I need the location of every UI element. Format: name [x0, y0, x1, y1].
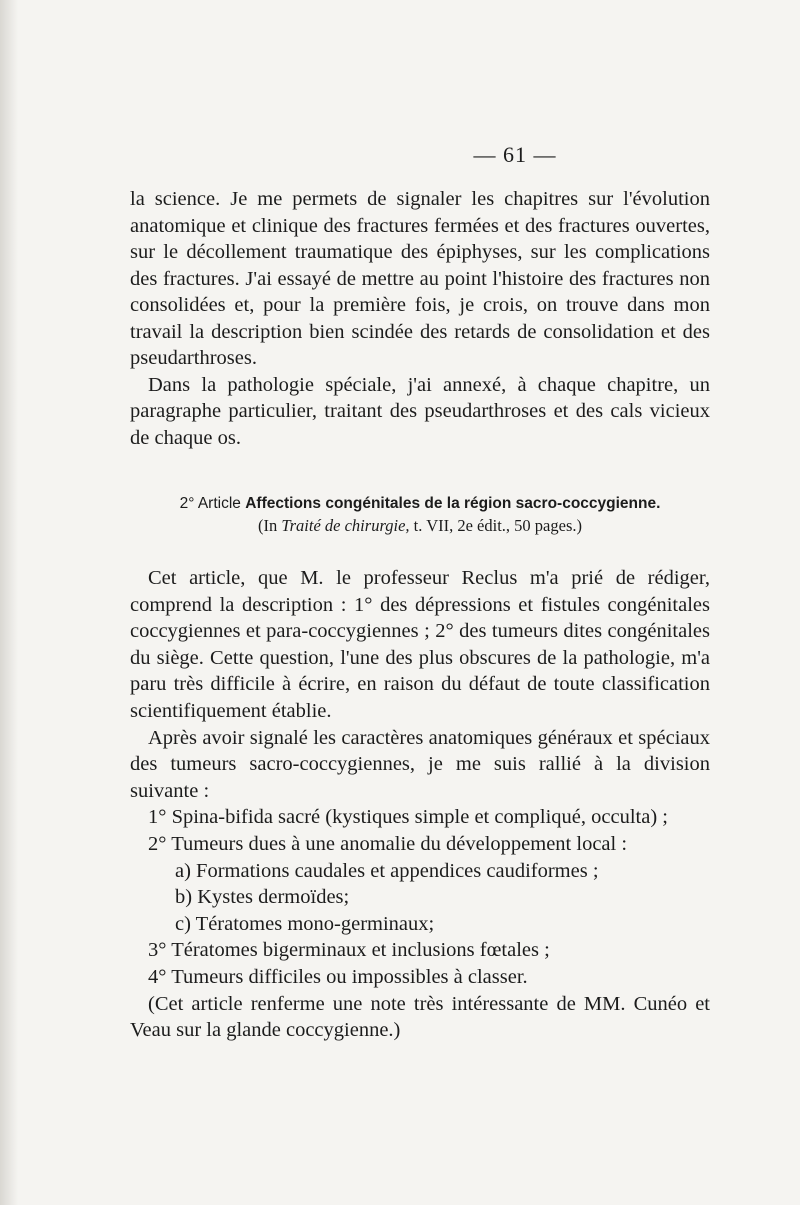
article-number: 2° Article [179, 495, 241, 512]
page-edge-shadow [0, 0, 18, 1205]
intro-paragraph-2: Dans la pathologie spéciale, j'ai annexé, à chaque chapitre, un paragraphe particulier, traitant des pseudarthroses et des cals vicieux de chaque os. [130, 373, 710, 449]
article-body [130, 565, 710, 1044]
list-item: 3° Tératomes bigerminaux et inclusions fœtales ; [148, 939, 550, 962]
list-item: 1° Spina-bifida sacré (kystiques simple et compliqué, occulta) ; [148, 806, 668, 829]
body-paragraph-1: Cet article, que M. le professeur Reclus m'a prié de rédiger, comprend la description : 1° des dépressions et fistules congénitales coccygiennes et para-coccygiennes ; 2° des tumeurs dites congénitales du siège. Cette question, l'une des plus obscures de la pathologie, m'a paru très difficile à écrire, en raison du défaut de toute classification scientifiquement établie. [130, 567, 710, 722]
intro-section [130, 186, 710, 451]
list-item: 4° Tumeurs difficiles ou impossibles à classer. [148, 965, 528, 988]
article-heading [130, 493, 710, 537]
article-ref-prefix: (In [257, 516, 278, 535]
article-reference [130, 515, 710, 537]
list-item: 2° Tumeurs dues à une anomalie du développement local : [148, 832, 628, 855]
list-item: c) Tératomes mono-germinaux; [175, 912, 435, 935]
intro-paragraph-1: la science. Je me permets de signaler les chapitres sur l'évolution anatomique et clinique des fractures fermées et des fractures ouvertes, sur le décollement traumatique des épiphyses, sur les complications des fractures. J'ai essayé de mettre au point l'histoire des fractures non consolidées et, pour la première fois, je crois, on trouve dans mon travail la description bien scindée des retards de consolidation et des pseudarthroses. [130, 188, 710, 369]
body-paragraph-2: Après avoir signalé les caractères anatomiques généraux et spéciaux des tumeurs sacro-coccygiennes, je me suis rallié à la division suivante : [130, 726, 710, 802]
page-number-text: — 61 — [473, 142, 557, 167]
article-ref-suffix: t. VII, 2e édit., 50 pages.) [413, 516, 582, 535]
list-item: b) Kystes dermoïdes; [175, 886, 350, 909]
page-number [0, 142, 800, 168]
closing-note: (Cet article renferme une note très intéressante de MM. Cunéo et Veau sur la glande coccygienne.) [130, 992, 710, 1042]
article-title-line [130, 493, 710, 515]
list-item: a) Formations caudales et appendices caudiformes ; [175, 859, 599, 882]
article-ref-work: Traité de chirurgie, [281, 516, 410, 535]
classification-list [130, 804, 710, 990]
article-title: Affections congénitales de la région sacro-coccygienne. [245, 495, 661, 512]
